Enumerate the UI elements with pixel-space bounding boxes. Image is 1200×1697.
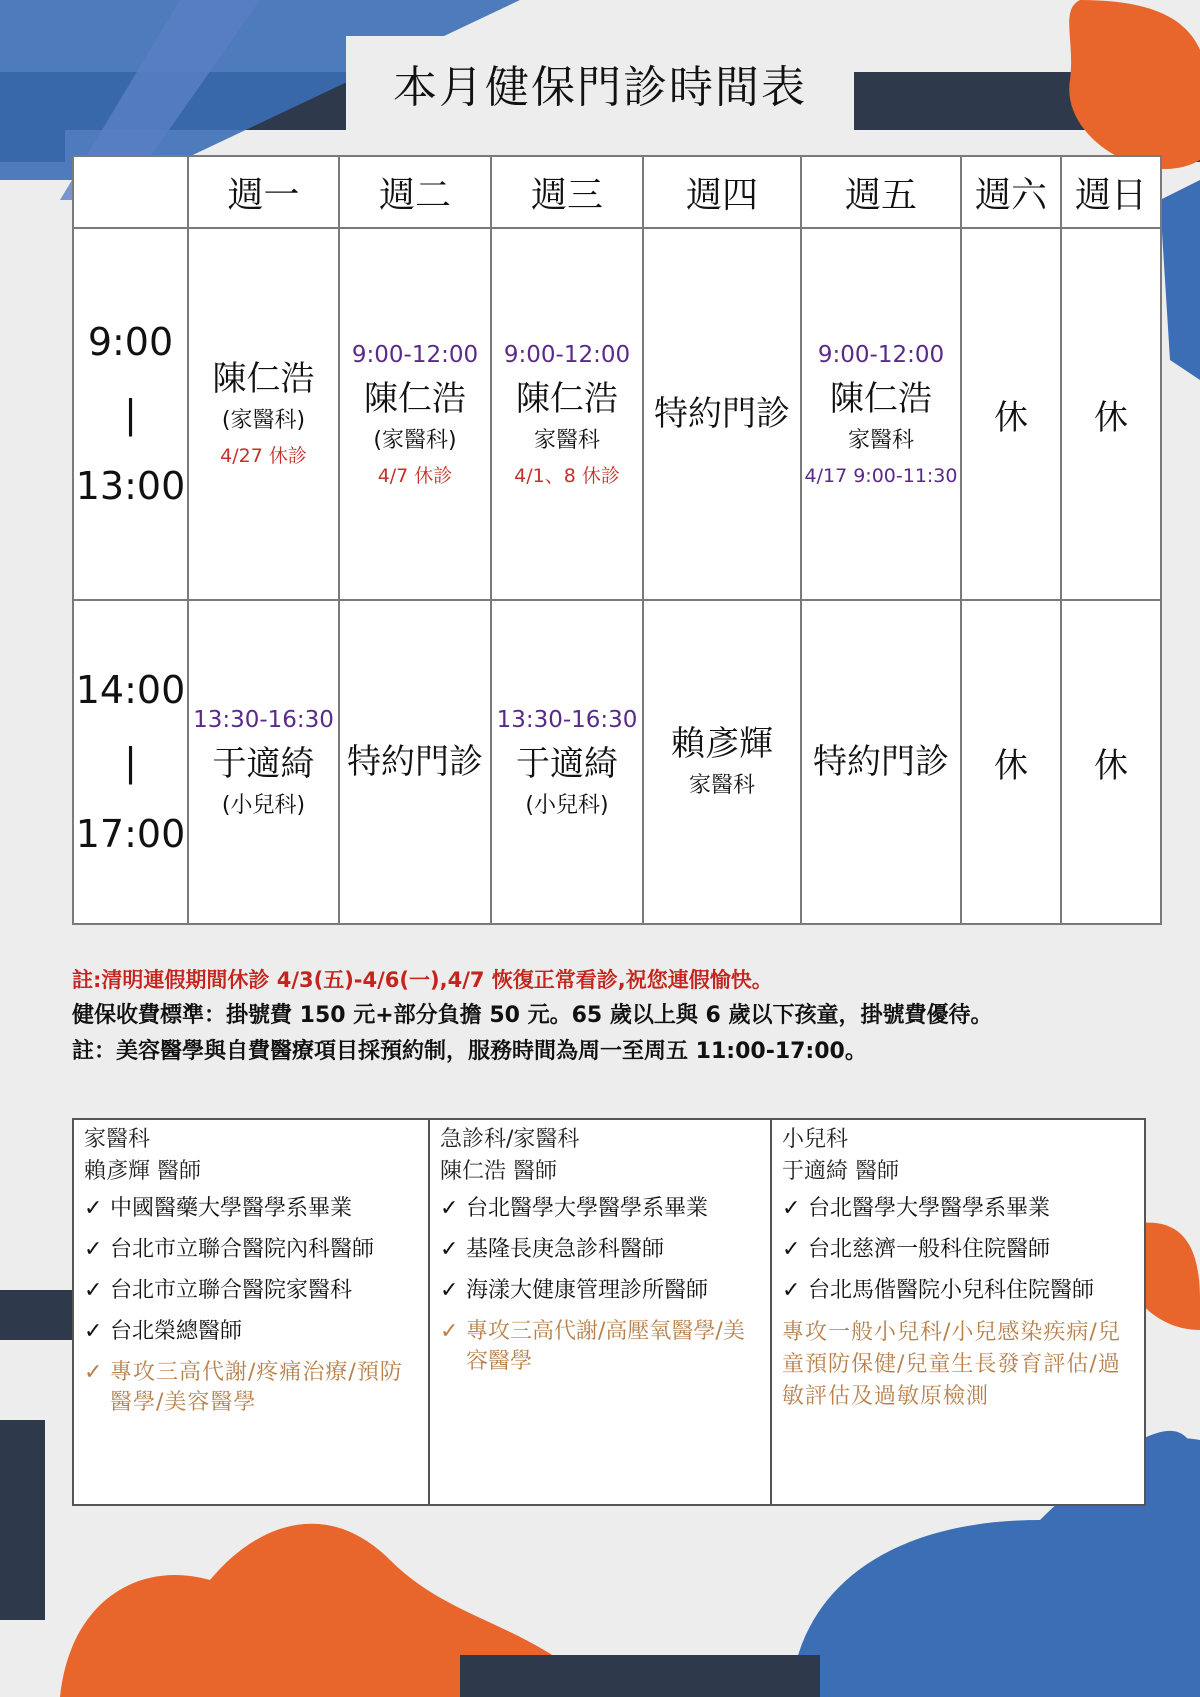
special-clinic: 特約門診 [347, 742, 483, 782]
schedule-header-row [73, 156, 1161, 228]
schedule-table [72, 155, 1162, 925]
afternoon-time [73, 600, 188, 924]
credential-list [782, 1194, 1130, 1306]
morning-fri [801, 228, 961, 600]
doctor-dept: 家醫科 [84, 1127, 151, 1152]
doctor-profile-lai [74, 1120, 430, 1504]
afternoon-sep: | [124, 740, 137, 784]
header-wed: 週三 [491, 156, 643, 228]
header-sun: 週日 [1061, 156, 1161, 228]
closure-note: 4/7 休診 [377, 465, 453, 487]
list-item: ✓ 基隆長庚急診科醫師 [440, 1235, 760, 1265]
doctor-title: 賴彥輝 醫師 [84, 1159, 201, 1184]
doctor-title: 陳仁浩 醫師 [440, 1159, 557, 1184]
appointment-note: 註：美容醫學與自費醫療項目採預約制，服務時間為周一至周五 11:00-17:00。 [72, 1039, 867, 1064]
specialty-text: 專攻一般小兒科/小兒感染疾病/兒童預防保健/兒童生長發育評估/過敏評估及過敏原檢測 [782, 1320, 1121, 1409]
header-empty [73, 156, 188, 228]
check-icon: ✓ [84, 1196, 103, 1221]
closure-note: 4/17 9:00-11:30 [804, 465, 958, 487]
doctor-title: 于適綺 醫師 [782, 1159, 899, 1184]
check-icon: ✓ [84, 1278, 103, 1303]
morning-sun: 休 [1061, 228, 1161, 600]
header-sat: 週六 [961, 156, 1061, 228]
dept-label: 家醫科 [688, 773, 755, 798]
check-icon: ✓ [84, 1237, 103, 1262]
morning-sep: | [124, 392, 137, 436]
doctor-name: 陳仁浩 [516, 379, 618, 419]
list-item: ✓ 台北市立聯合醫院家醫科 [84, 1276, 418, 1306]
afternoon-sun: 休 [1061, 600, 1161, 924]
dept-label: (小兒科) [525, 793, 609, 818]
morning-thu [643, 228, 801, 600]
afternoon-thu [643, 600, 801, 924]
session-time: 9:00-12:00 [817, 342, 945, 368]
list-item: ✓ 海漾大健康管理診所醫師 [440, 1276, 760, 1306]
header-fri: 週五 [801, 156, 961, 228]
list-item: ✓ 台北醫學大學醫學系畢業 [440, 1194, 760, 1224]
check-icon: ✓ [782, 1237, 801, 1262]
check-icon: ✓ [440, 1278, 459, 1303]
doctor-profiles [72, 1118, 1146, 1506]
list-item: ✓ 台北慈濟一般科住院醫師 [782, 1235, 1130, 1265]
doctor-name: 于適綺 [516, 744, 618, 784]
list-item: ✓ 台北醫學大學醫學系畢業 [782, 1194, 1130, 1224]
list-item: ✓ 台北市立聯合醫院內科醫師 [84, 1235, 418, 1265]
morning-time [73, 228, 188, 600]
specialty-item: ✓ 專攻三高代謝/疼痛治療/預防醫學/美容醫學 [84, 1358, 418, 1418]
check-icon: ✓ [84, 1319, 103, 1344]
dept-label: (家醫科) [373, 428, 457, 453]
holiday-note: 註:清明連假期間休診 4/3(五)-4/6(一),4/7 恢復正常看診,祝您連假愉快。 [72, 968, 773, 992]
credential-list [84, 1194, 418, 1418]
session-time: 9:00-12:00 [503, 342, 631, 368]
doctor-name: 于適綺 [212, 744, 315, 784]
morning-mon [188, 228, 339, 600]
check-icon: ✓ [440, 1319, 459, 1344]
afternoon-tue [339, 600, 491, 924]
check-icon: ✓ [440, 1237, 459, 1262]
afternoon-fri [801, 600, 961, 924]
doctor-name: 陳仁浩 [830, 379, 932, 419]
session-time: 9:00-12:00 [351, 342, 479, 368]
credential-list [440, 1194, 760, 1377]
session-time: 13:30-16:30 [496, 707, 638, 733]
doctor-name: 陳仁浩 [364, 379, 466, 419]
closure-note: 4/1、8 休診 [514, 465, 620, 487]
morning-row [73, 228, 1161, 600]
afternoon-mon [188, 600, 339, 924]
check-icon: ✓ [84, 1360, 103, 1385]
doctor-dept: 急診科/家醫科 [440, 1127, 580, 1152]
notes-section [72, 962, 1172, 1070]
doctor-name: 陳仁浩 [212, 359, 315, 399]
session-time: 13:30-16:30 [193, 707, 334, 733]
check-icon: ✓ [782, 1196, 801, 1221]
page-title: 本月健保門診時間表 [346, 36, 854, 130]
afternoon-row [73, 600, 1161, 924]
afternoon-sat: 休 [961, 600, 1061, 924]
doctor-profile-chen [430, 1120, 772, 1504]
morning-sat: 休 [961, 228, 1061, 600]
header-thu: 週四 [643, 156, 801, 228]
dept-label: (家醫科) [221, 408, 306, 433]
afternoon-start: 14:00 [75, 668, 186, 712]
afternoon-wed [491, 600, 643, 924]
dept-label: (小兒科) [221, 793, 306, 818]
dept-label: 家醫科 [533, 428, 600, 453]
dept-label: 家醫科 [847, 428, 914, 453]
morning-end: 13:00 [75, 464, 186, 508]
fee-note: 健保收費標準：掛號費 150 元+部分負擔 50 元。65 歲以上與 6 歲以下孩童，掛號費優待。 [72, 1003, 993, 1028]
list-item: ✓ 中國醫藥大學醫學系畢業 [84, 1194, 418, 1224]
list-item: ✓ 台北榮總醫師 [84, 1317, 418, 1347]
doctor-dept: 小兒科 [782, 1127, 849, 1152]
morning-start: 9:00 [87, 320, 174, 364]
list-item: ✓ 台北馬偕醫院小兒科住院醫師 [782, 1276, 1130, 1306]
specialty-item: ✓ 專攻三高代謝/高壓氧醫學/美容醫學 [440, 1317, 760, 1377]
morning-tue [339, 228, 491, 600]
doctor-name: 賴彥輝 [671, 724, 773, 764]
special-clinic: 特約門診 [654, 394, 790, 434]
check-icon: ✓ [782, 1278, 801, 1303]
afternoon-end: 17:00 [75, 812, 186, 856]
doctor-profile-yu [772, 1120, 1140, 1504]
check-icon: ✓ [440, 1196, 459, 1221]
morning-wed [491, 228, 643, 600]
closure-note: 4/27 休診 [220, 445, 307, 467]
header-mon: 週一 [188, 156, 339, 228]
special-clinic: 特約門診 [813, 742, 949, 782]
header-tue: 週二 [339, 156, 491, 228]
